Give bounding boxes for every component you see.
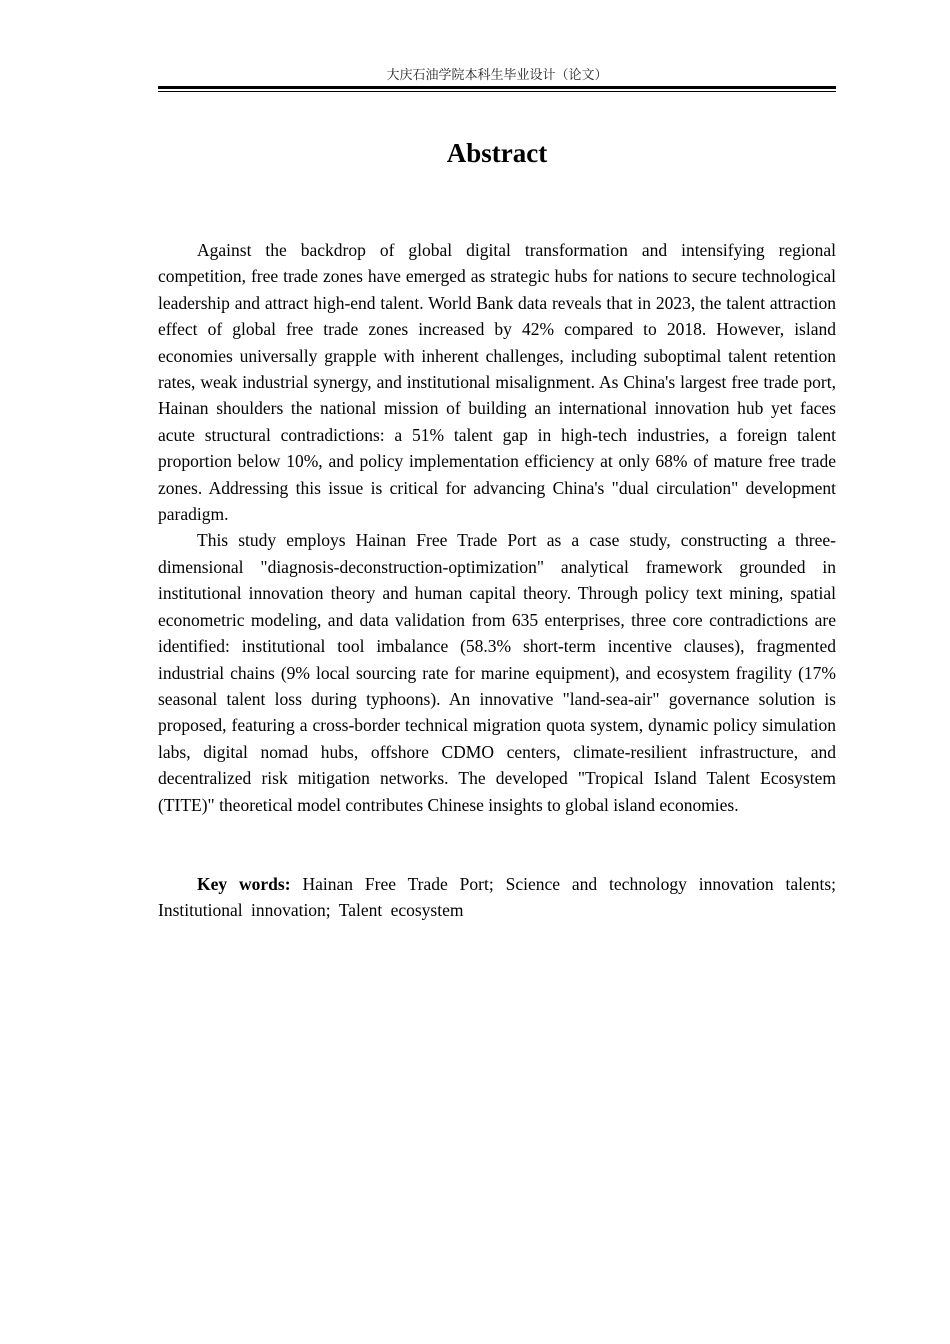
header-rule-thick [158, 86, 836, 89]
keywords-label: Key words: [197, 874, 291, 894]
abstract-paragraph-2: This study employs Hainan Free Trade Port as a case study, constructing a three-dimensional "diagnosis-deconstruction-optimization" analytical framework grounded in institutional innovation theory and human capital theory. Through policy text mining, spatial econometric modeling, and data validation from 635 enterprises, three core contradictions are identified: institutional tool imbalance (58.3% short-term incentive clauses), fragmented industrial chains (9% local sourcing rate for marine equipment), and ecosystem fragility (17% seasonal talent loss during typhoons). An innovative "land-sea-air" governance solution is proposed, featuring a cross-border technical migration quota system, dynamic policy simulation labs, digital nomad hubs, offshore CDMO centers, climate-resilient infrastructure, and decentralized risk mitigation networks. The developed "Tropical Island Talent Ecosystem (TITE)" theoretical model contributes Chinese insights to global island economies. [158, 530, 836, 815]
abstract-title: Abstract [446, 138, 548, 168]
keywords-text: Hainan Free Trade Port; Science and technology innovation talents; Institutional innovation; Talent ecosystem [158, 874, 837, 921]
header-rule-thin [158, 91, 836, 92]
running-header: 大庆石油学院本科生毕业设计（论文） [386, 67, 608, 82]
keywords-line [158, 871, 836, 924]
abstract-paragraph-1: Against the backdrop of global digital transformation and intensifying regional competition, free trade zones have emerged as strategic hubs for nations to secure technological leadership and attract high-end talent. World Bank data reveals that in 2023, the talent attraction effect of global free trade zones increased by 42% compared to 2018. However, island economies universally grapple with inherent challenges, including suboptimal talent retention rates, weak industrial synergy, and institutional misalignment. As China's largest free trade port, Hainan shoulders the national mission of building an international innovation hub yet faces acute structural contradictions: a 51% talent gap in high-tech industries, a foreign talent proportion below 10%, and policy implementation efficiency at only 68% of mature free trade zones. Addressing this issue is critical for advancing China's "dual circulation" development paradigm. [158, 240, 836, 525]
abstract-body [158, 237, 836, 818]
